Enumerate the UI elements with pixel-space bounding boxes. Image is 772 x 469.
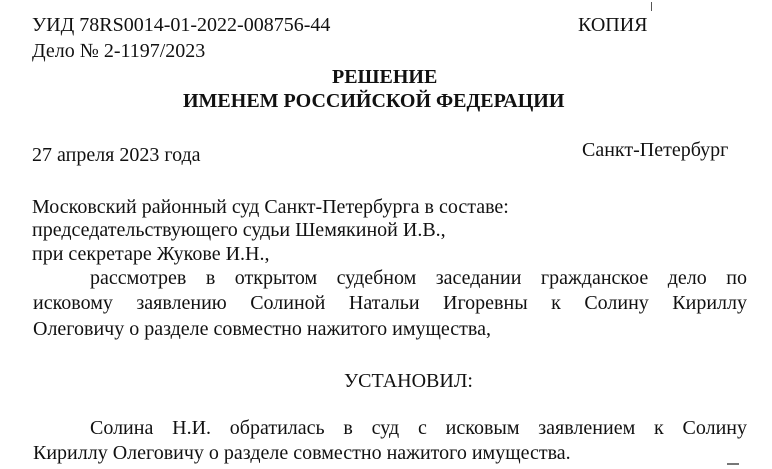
considering-line-3: Олеговичу о разделе совместно нажитого имущества, <box>33 318 491 340</box>
established-heading: УСТАНОВИЛ: <box>344 370 473 392</box>
decision-date: 27 апреля 2023 года <box>32 144 201 166</box>
scan-mark-bottom <box>727 463 739 465</box>
body-line-2: Кириллу Олеговичу о разделе совместно нажитого имущества. <box>33 442 571 464</box>
scan-mark-top <box>651 2 652 11</box>
document-subtitle: ИМЕНЕМ РОССИЙСКОЙ ФЕДЕРАЦИИ <box>183 90 565 112</box>
presiding-judge: председательствующего судьи Шемякиной И.В., <box>32 219 446 241</box>
considering-line-1: рассмотрев в открытом судебном заседании гражданское дело по <box>90 267 747 289</box>
decision-city: Санкт-Петербург <box>582 139 729 161</box>
copy-mark: КОПИЯ <box>578 14 648 36</box>
case-number: Дело № 2-1197/2023 <box>32 40 206 62</box>
body-line-1: Солина Н.И. обратилась в суд с исковым заявлением к Солину <box>90 417 747 439</box>
considering-line-2: исковому заявлению Солиной Натальи Игоревны к Солину Кириллу <box>33 292 747 314</box>
uid-number: УИД 78RS0014-01-2022-008756-44 <box>32 14 331 36</box>
document-title: РЕШЕНИЕ <box>332 66 438 88</box>
court-composition: Московский районный суд Санкт-Петербурга в составе: <box>32 196 509 218</box>
court-secretary: при секретаре Жукове И.Н., <box>32 243 270 265</box>
